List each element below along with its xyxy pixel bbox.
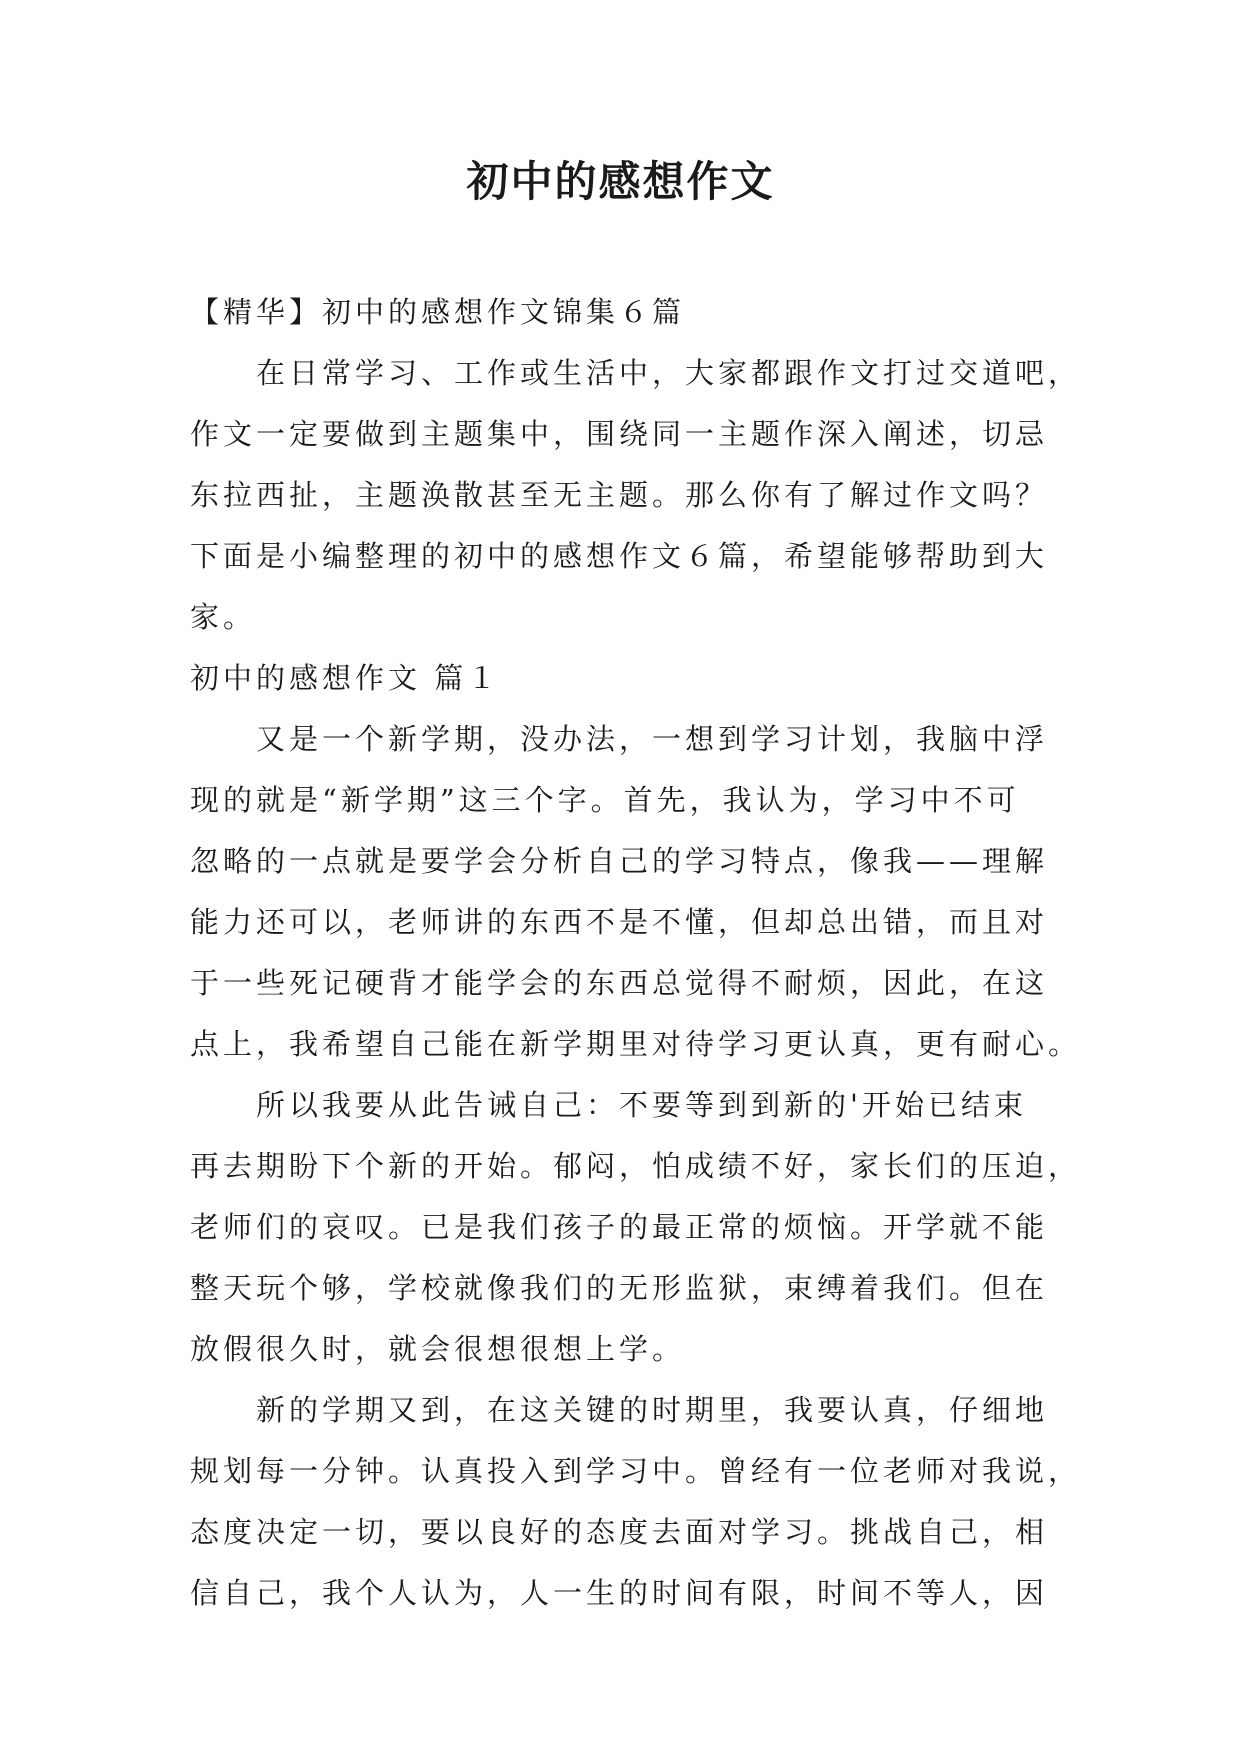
- paragraph-first-line: 在日常学习、工作或生活中，大家都跟作文打过交道吧，: [256, 356, 1082, 390]
- paragraph-first-line: 所以我要从此告诫自己：不要等到到新的'开始已结束: [256, 1088, 1027, 1122]
- document-title: 初中的感想作文: [466, 157, 775, 206]
- text-line: 再去期盼下个新的开始。郁闷，怕成绩不好，家长们的压迫，: [190, 1149, 1082, 1183]
- text-line: 下面是小编整理的初中的感想作文６篇，希望能够帮助到大: [190, 539, 1049, 573]
- text-line: 点上，我希望自己能在新学期里对待学习更认真，更有耐心。: [190, 1027, 1082, 1061]
- document-body: [190, 282, 1082, 1624]
- text-line: 作文一定要做到主题集中，围绕同一主题作深入阐述，切忌: [190, 417, 1049, 451]
- text-line: 东拉西扯，主题涣散甚至无主题。那么你有了解过作文吗？: [190, 478, 1049, 512]
- text-line: 整天玩个够，学校就像我们的无形监狱，束缚着我们。但在: [190, 1271, 1049, 1305]
- text-line: 现的就是“新学期”这三个字。首先，我认为，学习中不可: [190, 783, 1020, 817]
- paragraph-first-line: 新的学期又到，在这关键的时期里，我要认真，仔细地: [256, 1393, 1049, 1427]
- text-line: 规划每一分钟。认真投入到学习中。曾经有一位老师对我说，: [190, 1454, 1082, 1488]
- text-line: 放假很久时，就会很想很想上学。: [190, 1332, 686, 1366]
- text-line: 于一些死记硬背才能学会的东西总觉得不耐烦，因此，在这: [190, 966, 1049, 1000]
- text-line: 【精华】初中的感想作文锦集６篇: [190, 295, 686, 329]
- text-line: 态度决定一切，要以良好的态度去面对学习。挑战自己，相: [190, 1515, 1049, 1549]
- text-line: 忽略的一点就是要学会分析自己的学习特点，像我——理解: [190, 844, 1049, 878]
- paragraph-first-line: 又是一个新学期，没办法，一想到学习计划，我脑中浮: [256, 722, 1049, 756]
- text-line: 老师们的哀叹。已是我们孩子的最正常的烦恼。开学就不能: [190, 1210, 1049, 1244]
- text-line: 信自己，我个人认为，人一生的时间有限，时间不等人，因: [190, 1576, 1049, 1610]
- text-line: 能力还可以，老师讲的东西不是不懂，但却总出错，而且对: [190, 905, 1049, 939]
- text-line: 初中的感想作文 篇１: [190, 661, 501, 695]
- text-line: 家。: [190, 600, 257, 634]
